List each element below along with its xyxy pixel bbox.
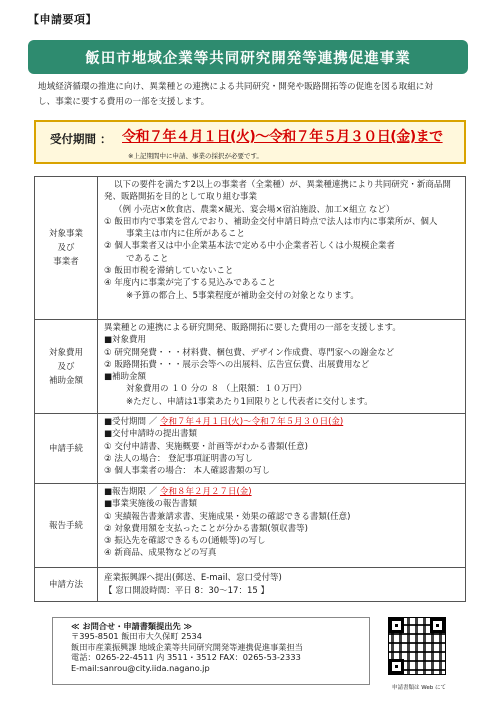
contact-address: 〒395-8501 飯田市大久保町 2534 xyxy=(71,631,202,642)
table-row xyxy=(35,177,466,320)
text-line: ■補助金額 xyxy=(104,372,147,383)
text-line: 異業種との連携による研究開発、販路開拓に要した費用の一部を支援します。 xyxy=(104,323,401,333)
text-line: 対象費用の １０ 分の ８ （上限額：１０万円） xyxy=(126,384,307,395)
text-line: （例 小売店×飲食店、農業×観光、宴会場×宿泊施設、加工×組立 など） xyxy=(114,204,395,215)
expenses-content xyxy=(98,320,466,414)
apply-period-value: 令和７年４月１日(火)～令和７年５月３０日(金) xyxy=(159,417,344,427)
text-line: ② 販路開拓費・・・展示会等への出展料、広告宣伝費、出展費用など xyxy=(104,359,370,370)
row-header-report: 報告手続 xyxy=(35,484,98,568)
report-content xyxy=(98,484,466,568)
qr-finder-mark xyxy=(389,659,404,674)
text-line: ② 対象費用額を支払ったことが分かる書類(領収書等) xyxy=(104,523,308,534)
text-line: ※予算の都合上、5事業程度が補助金交付の対象となります。 xyxy=(126,290,359,301)
intro-line: 地域経済循環の推進に向け、異業種との連携による共同研究・開発や販路開拓等の促進を図る取組に対 xyxy=(38,82,433,92)
text-line: 以下の要件を満たす2以上の事業者（全業種）が、異業種連携により共同研究・新商品開 xyxy=(114,180,451,190)
apply-content xyxy=(98,414,466,484)
row-header-eligible: 対象事業 及び 事業者 xyxy=(35,177,98,320)
requirements-table xyxy=(34,176,466,602)
text-line: ① 実績報告書兼請求書、実施成果・効果の確認できる書類(任意) xyxy=(104,511,351,522)
text-line: ※ただし、申請は1事業あたり1回限りとし代表者に交付します。 xyxy=(126,396,373,407)
table-row xyxy=(35,414,466,484)
text-line: ② 個人事業者又は中小企業基本法で定める中小企業者若しくは小規模企業者 xyxy=(104,241,395,252)
qr-code[interactable] xyxy=(388,617,446,675)
row-header-apply: 申請手続 xyxy=(35,414,98,484)
text-line: ④ 新商品、成果物などの写真 xyxy=(104,548,217,559)
qr-caption: 申請書類は Web にて xyxy=(392,685,446,691)
contact-dept: 飯田市産業振興課 地域企業等共同研究開発等連携促進事業担当 xyxy=(71,641,303,652)
period-note: ※上記期間中に申請、事業の採択が必要です。 xyxy=(128,152,263,160)
text-line: ① 交付申請書、実施概要・計画等がわかる書類(任意) xyxy=(104,441,308,452)
text-line: ■対象費用 xyxy=(104,335,147,346)
text-line: ② 法人の場合： 登記事項証明書の写し xyxy=(104,453,254,464)
text-line: ■交付申請時の提出書類 xyxy=(104,429,198,440)
contact-phone: 電話：0265-22-4511 内 3511・3512 FAX：0265-53-2333 xyxy=(71,652,301,663)
text-line: 【 窓口開設時間：平日 8：30～17：15 】 xyxy=(104,585,269,596)
document-title xyxy=(28,40,468,74)
qr-finder-mark xyxy=(430,618,445,633)
period-value: 令和７年４月１日(火)～令和７年５月３０日(金)まで xyxy=(122,129,443,145)
text-line: ① 飯田市内で事業を営んでおり、補助金交付申請日時点で法人は市内に事業所が、個人 xyxy=(104,216,438,227)
text-line: ① 研究開発費・・・材料費、梱包費、デザイン作成費、専門家への謝金など xyxy=(104,347,395,358)
contact-title: ≪ お問合せ・申請書類提出先 ≫ xyxy=(71,621,193,631)
text-line: であること xyxy=(126,253,169,264)
text-line: 発、販路開拓を目的として取り組む事業 xyxy=(104,192,258,203)
contact-email[interactable]: E-mail:sanrou@city.iida.nagano.jp xyxy=(71,662,210,673)
text-line: 産業振興課へ提出(郵送、E-mail、窓口受付等) xyxy=(104,573,282,584)
text-line: ■事業実施後の報告書類 xyxy=(104,499,198,510)
text-line: ④ 年度内に事業が完了する見込みであること xyxy=(104,278,276,289)
application-period-box xyxy=(34,120,466,164)
row-header-expenses: 対象費用 及び 補助金額 xyxy=(35,320,98,414)
text-line: 事業主は市内に住所があること xyxy=(126,229,246,240)
table-row xyxy=(35,568,466,602)
contact-box xyxy=(52,617,370,685)
apply-period-line: ■受付期間 ／ 令和７年４月１日(火)～令和７年５月３０日(金) xyxy=(104,417,344,427)
table-row xyxy=(35,484,466,568)
eligible-content xyxy=(98,177,466,320)
text-line: ③ 飯田市税を滞納していないこと xyxy=(104,266,234,277)
row-header-method: 申請方法 xyxy=(35,568,98,602)
document-title-text: 飯田市地域企業等共同研究開発等連携促進事業 xyxy=(85,50,411,67)
intro-line: し、事業に要する費用の一部を支援します。 xyxy=(38,97,210,107)
page-tag: 【申請要項】 xyxy=(28,13,97,26)
text-line: ③ 振込先を確認できるもの(通帳等)の写し xyxy=(104,536,266,547)
qr-finder-mark xyxy=(389,618,404,633)
period-label: 受付期間 ： xyxy=(50,132,112,146)
report-deadline-line: ■報告期限 ／ 令和８年２月２７日(金) xyxy=(104,487,252,497)
report-deadline-value: 令和８年２月２７日(金) xyxy=(159,487,252,497)
table-row xyxy=(35,320,466,414)
text-line: ③ 個人事業者の場合： 本人確認書類の写し xyxy=(104,466,271,477)
method-content xyxy=(98,568,466,602)
intro-paragraph xyxy=(38,80,470,110)
